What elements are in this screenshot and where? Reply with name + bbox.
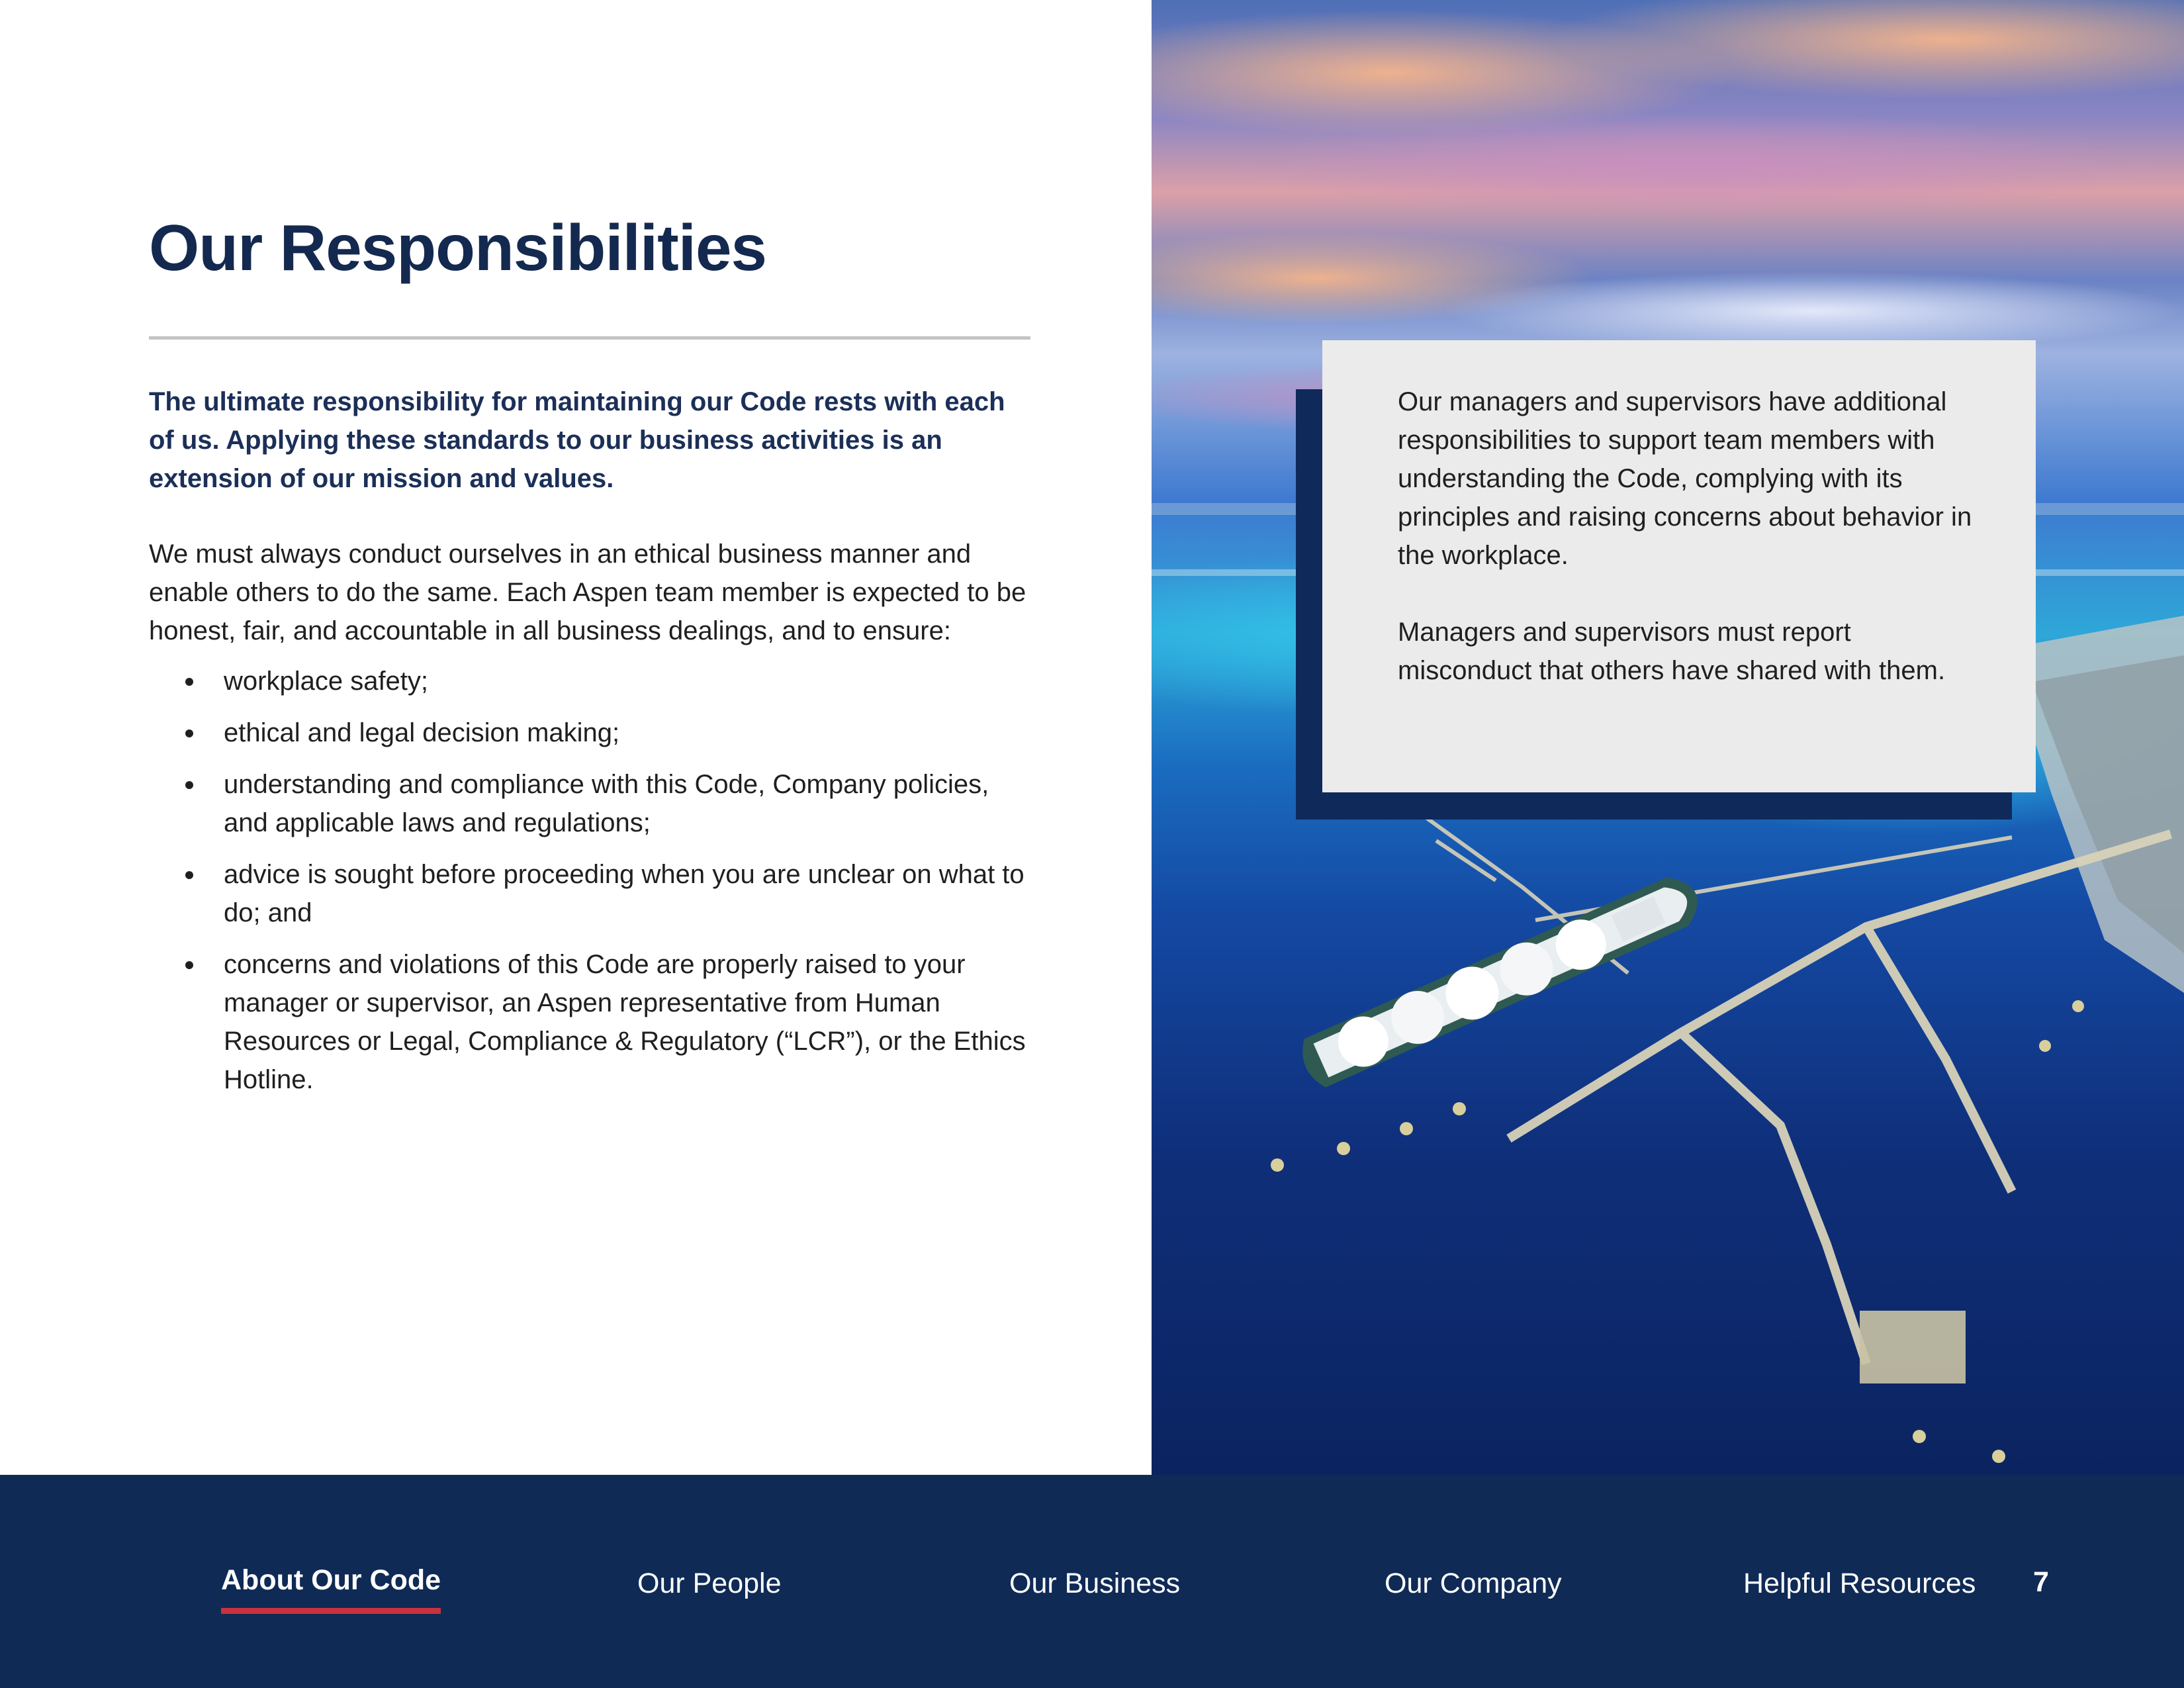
list-item: advice is sought before proceeding when you are unclear on what to do; and [149,855,1036,932]
active-nav-underline [221,1608,441,1614]
responsibility-list [149,662,1036,1099]
manager-callout-box [1322,340,2036,792]
nav-our-business[interactable]: Our Business [1009,1568,1181,1599]
nav-helpful-resources[interactable]: Helpful Resources [1743,1568,1976,1599]
list-item: ethical and legal decision making; [149,714,1036,752]
list-item: concerns and violations of this Code are properly raised to your manager or supervisor, an Aspen representative from Human Resources or Legal, Compliance & Regulatory (“LCR”), or the Ethics Hotline. [149,945,1036,1099]
page-title: Our Responsibilities [149,211,766,284]
list-item: understanding and compliance with this Code, Company policies, and applicable laws and regulations; [149,765,1036,842]
footer-nav-bar [0,1475,2184,1688]
body-paragraph: We must always conduct ourselves in an ethical business manner and enable others to do the same. Each Aspen team member is expected to be honest, fair, and accountable in all business dealings, and to ensure: [149,539,1026,645]
title-divider [149,336,1030,340]
nav-about-our-code[interactable] [221,1564,441,1597]
callout-paragraph: Managers and supervisors must report misconduct that others have shared with them. [1398,618,1946,685]
body-section [149,535,1036,1112]
nav-label: About Our Code [221,1564,441,1596]
intro-paragraph: The ultimate responsibility for maintaining our Code rests with each of us. Applying these standards to our business activities is an extension of our mission and values. [149,387,1005,493]
nav-our-people[interactable]: Our People [637,1568,782,1599]
content-panel [0,0,1152,1475]
list-item: workplace safety; [149,662,1036,700]
nav-our-company[interactable]: Our Company [1385,1568,1562,1599]
callout-paragraph: Our managers and supervisors have additional responsibilities to support team members with understanding the Code, complying with its principles and raising concerns about behavior in the workplace. [1398,387,1972,570]
page-number: 7 [2033,1566,2049,1598]
